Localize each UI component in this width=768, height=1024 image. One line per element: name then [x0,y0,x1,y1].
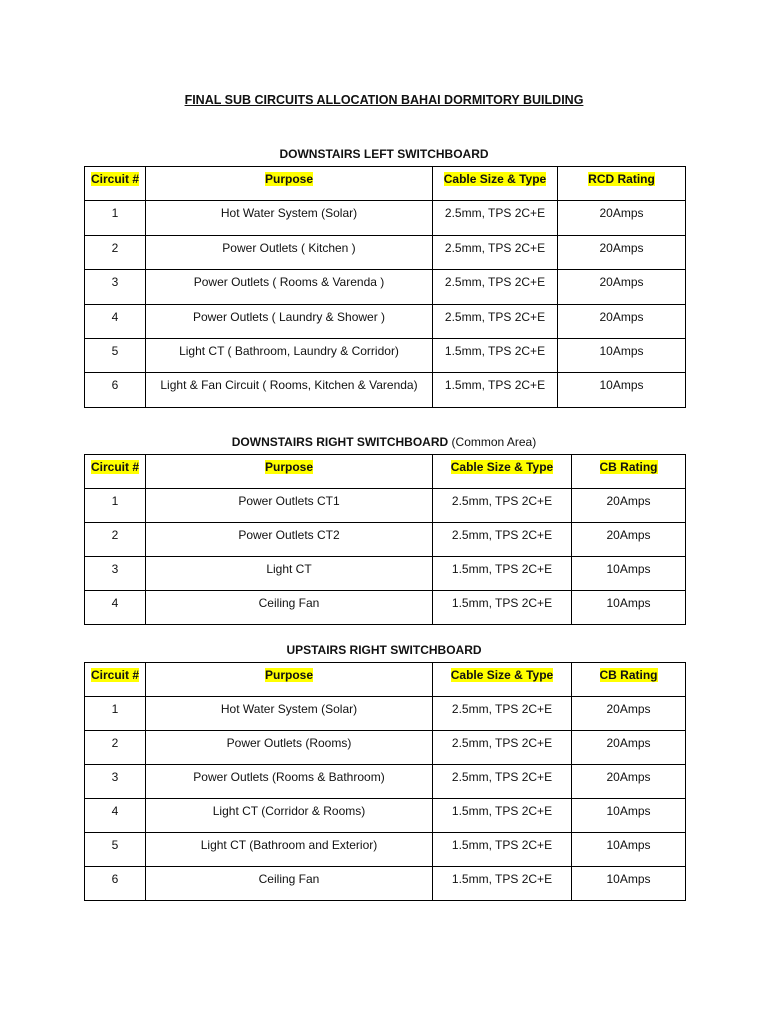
cell-rating: 10Amps [572,833,686,867]
cell-circuit: 2 [85,235,146,269]
table-row [85,765,686,799]
cell-circuit: 3 [85,270,146,304]
header-cable: Cable Size & Type [433,663,572,697]
section-subtitle: (Common Area) [451,435,537,449]
header-circuit: Circuit # [85,167,146,201]
cell-cable: 2.5mm, TPS 2C+E [433,765,572,799]
cell-circuit: 5 [85,833,146,867]
cell-purpose: Power Outlets CT2 [146,523,433,557]
section-title-downstairs-left [0,147,768,161]
table-downstairs-right [84,454,686,625]
cell-circuit: 3 [85,557,146,591]
cell-circuit: 1 [85,201,146,235]
cell-cable: 2.5mm, TPS 2C+E [433,731,572,765]
table-header-row [85,455,686,489]
cell-circuit: 4 [85,304,146,338]
cell-cable: 2.5mm, TPS 2C+E [433,201,558,235]
cell-cable: 1.5mm, TPS 2C+E [433,799,572,833]
table-row [85,557,686,591]
header-purpose: Purpose [146,663,433,697]
section-title-downstairs-right [0,435,768,449]
cell-circuit: 2 [85,523,146,557]
cell-cable: 2.5mm, TPS 2C+E [433,270,558,304]
cell-cable: 2.5mm, TPS 2C+E [433,489,572,523]
header-purpose: Purpose [146,455,433,489]
cell-circuit: 1 [85,489,146,523]
cell-rating: 20Amps [558,201,686,235]
cell-purpose: Light CT ( Bathroom, Laundry & Corridor) [146,338,433,372]
header-circuit: Circuit # [85,455,146,489]
section-title-upstairs-right [0,643,768,657]
section-title-text: DOWNSTAIRS LEFT SWITCHBOARD [279,147,489,161]
table-row [85,373,686,407]
cell-rating: 10Amps [558,373,686,407]
header-rating: CB Rating [572,455,686,489]
cell-purpose: Light CT (Bathroom and Exterior) [146,833,433,867]
document-title [0,93,768,107]
table-row [85,591,686,625]
cell-circuit: 5 [85,338,146,372]
cell-purpose: Power Outlets (Rooms & Bathroom) [146,765,433,799]
cell-rating: 20Amps [572,489,686,523]
cell-cable: 1.5mm, TPS 2C+E [433,591,572,625]
cell-circuit: 1 [85,697,146,731]
table-row [85,833,686,867]
document-title-text: FINAL SUB CIRCUITS ALLOCATION BAHAI DORMITORY BUILDING [184,93,584,107]
table-row [85,731,686,765]
cell-cable: 1.5mm, TPS 2C+E [433,338,558,372]
table-header-row [85,167,686,201]
table-row [85,235,686,269]
cell-purpose: Light CT [146,557,433,591]
table-row [85,799,686,833]
cell-rating: 20Amps [572,731,686,765]
cell-circuit: 4 [85,591,146,625]
cell-purpose: Power Outlets ( Laundry & Shower ) [146,304,433,338]
cell-circuit: 3 [85,765,146,799]
section-title-text: DOWNSTAIRS RIGHT SWITCHBOARD [231,435,449,449]
header-circuit: Circuit # [85,663,146,697]
header-purpose: Purpose [146,167,433,201]
cell-purpose: Power Outlets ( Kitchen ) [146,235,433,269]
cell-cable: 2.5mm, TPS 2C+E [433,523,572,557]
cell-cable: 2.5mm, TPS 2C+E [433,235,558,269]
table-downstairs-left [84,166,686,408]
cell-cable: 2.5mm, TPS 2C+E [433,304,558,338]
header-rating: RCD Rating [558,167,686,201]
cell-purpose: Ceiling Fan [146,867,433,901]
cell-rating: 10Amps [558,338,686,372]
table-header-row [85,663,686,697]
cell-cable: 2.5mm, TPS 2C+E [433,697,572,731]
cell-cable: 1.5mm, TPS 2C+E [433,557,572,591]
cell-purpose: Power Outlets (Rooms) [146,731,433,765]
cell-circuit: 6 [85,373,146,407]
cell-purpose: Hot Water System (Solar) [146,697,433,731]
cell-rating: 20Amps [558,304,686,338]
table-row [85,489,686,523]
cell-rating: 20Amps [572,523,686,557]
cell-rating: 10Amps [572,557,686,591]
cell-purpose: Ceiling Fan [146,591,433,625]
table-row [85,201,686,235]
cell-rating: 20Amps [572,697,686,731]
header-cable: Cable Size & Type [433,455,572,489]
cell-cable: 1.5mm, TPS 2C+E [433,373,558,407]
cell-rating: 20Amps [558,235,686,269]
header-cable: Cable Size & Type [433,167,558,201]
table-row [85,270,686,304]
cell-circuit: 2 [85,731,146,765]
cell-cable: 1.5mm, TPS 2C+E [433,833,572,867]
section-title-text: UPSTAIRS RIGHT SWITCHBOARD [286,643,482,657]
table-row [85,697,686,731]
cell-rating: 20Amps [558,270,686,304]
table-row [85,304,686,338]
table-upstairs-right [84,662,686,901]
table-row [85,523,686,557]
cell-purpose: Power Outlets CT1 [146,489,433,523]
cell-rating: 10Amps [572,867,686,901]
cell-purpose: Hot Water System (Solar) [146,201,433,235]
cell-cable: 1.5mm, TPS 2C+E [433,867,572,901]
cell-circuit: 6 [85,867,146,901]
cell-circuit: 4 [85,799,146,833]
cell-purpose: Power Outlets ( Rooms & Varenda ) [146,270,433,304]
cell-rating: 10Amps [572,799,686,833]
cell-purpose: Light & Fan Circuit ( Rooms, Kitchen & Varenda) [146,373,433,407]
table-row [85,867,686,901]
cell-rating: 20Amps [572,765,686,799]
header-rating: CB Rating [572,663,686,697]
cell-rating: 10Amps [572,591,686,625]
cell-purpose: Light CT (Corridor & Rooms) [146,799,433,833]
table-row [85,338,686,372]
